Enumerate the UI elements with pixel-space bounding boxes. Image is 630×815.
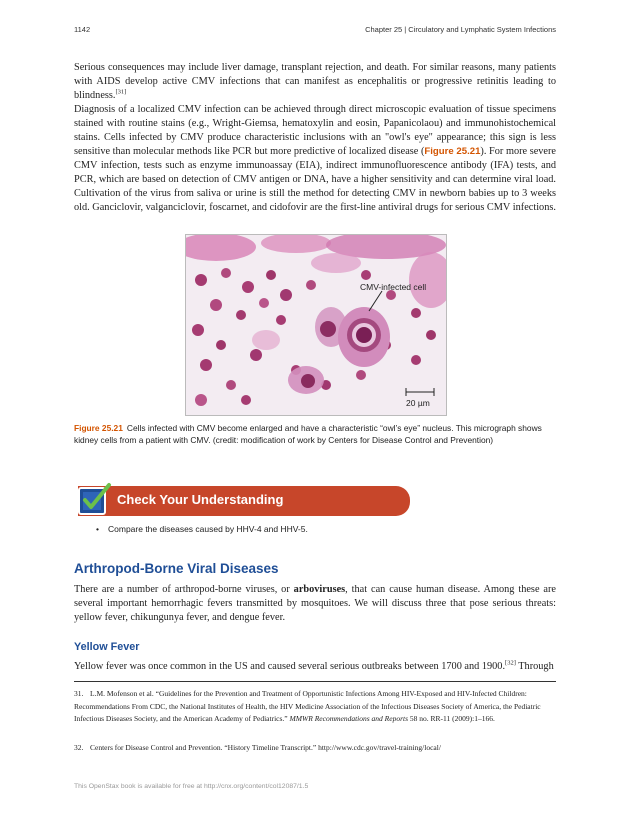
figure-link[interactable]: Figure 25.21 xyxy=(424,146,481,157)
paragraph-text: , that can cause human disease. Among these are several important hemorrhagic fevers transmitted by mosquitoes. We will discuss three that pose serious threats: yellow fever, chikungunya fever, and dengue fever. xyxy=(74,584,556,623)
caption-text: Cells infected with CMV become enlarged and have a characteristic “owl’s eye” nucleus. This micrograph shows kidney cells from a patient with CMV. (credit: modification of work by Centers for Disease Control and Prevention) xyxy=(74,423,542,445)
micrograph-svg xyxy=(186,235,446,415)
checkbox-check-icon xyxy=(77,482,113,518)
check-understanding-item xyxy=(96,524,308,534)
footnote-text: 58 no. RR-11 (2009):1–166. xyxy=(408,714,495,723)
footnote-31 xyxy=(74,688,556,726)
citation-31[interactable]: [31] xyxy=(115,88,127,96)
running-header: Chapter 25 | Circulatory and Lymphatic System Infections xyxy=(365,25,556,34)
figure-caption xyxy=(74,423,556,446)
footnote-text[interactable]: Centers for Disease Control and Prevention. “History Timeline Transcript.” http://www.cdc.gov/travel-training/local/ xyxy=(90,743,441,752)
paragraph-text: ). For more severe CMV infection, tests such as enzyme immunoassay (EIA), indirect immunofluorescence antibody (IFA) tests, and PCR, which are based on detection of CMV antigen or DNA, have a higher sensitivity and can determine viral load. Cultivation of the virus from saliva or urine is still the method for detecting CMV in newborn babies up to 3 weeks old. Ganciclovir, valganciclovir, foscarnet, and cidofovir are the first-line antiviral drugs for serious CMV infections. xyxy=(74,146,557,213)
footnote-32 xyxy=(74,742,556,755)
key-term[interactable]: arboviruses xyxy=(293,584,346,595)
footnote-number: 31. xyxy=(74,689,84,698)
footnote-divider xyxy=(74,681,556,682)
page-number: 1142 xyxy=(74,25,91,34)
figure-label: Figure 25.21 xyxy=(74,423,123,433)
subsection-heading: Yellow Fever xyxy=(74,641,140,653)
section-heading: Arthropod-Borne Viral Diseases xyxy=(74,561,279,576)
check-understanding-title: Check Your Understanding xyxy=(117,492,284,507)
citation-32[interactable]: [32] xyxy=(505,659,516,667)
paragraph-arboviruses xyxy=(74,583,556,625)
paragraph-text: There are a number of arthropod-borne viruses, or xyxy=(74,584,294,595)
paragraph-text: Through xyxy=(515,661,554,672)
page-footer: This OpenStax book is available for free at http://cnx.org/content/col12087/1.5 xyxy=(74,783,309,790)
paragraph-text: Serious consequences may include liver damage, transplant rejection, and death. For similar reasons, many patients with AIDS develop active CMV infections that can manifest as encephalitis or progressive retinitis leading to blindness. xyxy=(74,62,556,101)
paragraph-text: Yellow fever was once common in the US and caused several serious outbreaks between 1700 and 1900. xyxy=(74,661,506,672)
paragraph-cmv-consequences xyxy=(74,61,556,103)
micrograph-image xyxy=(185,234,447,416)
cmv-cell-annotation: CMV-infected cell xyxy=(360,282,427,292)
journal-title: MMWR Recommendations and Reports xyxy=(289,714,409,723)
bullet-text: Compare the diseases caused by HHV-4 and HHV-5. xyxy=(108,524,308,534)
paragraph-yellow-fever xyxy=(74,660,556,674)
paragraph-cmv-diagnosis xyxy=(74,103,556,215)
paragraph-text: Diagnosis of a localized CMV infection can be achieved through direct microscopic evaluation of tissue specimens stained with routine stains (e.g., Wright-Giemsa, hematoxylin and eosin, Papanicolaou) and immunohistochemical stains. Cells infected by CMV produce characteristic inclusions with an "owl's eye" appearance; this sign is less sensitive than molecular methods like PCR but more predictive of localized disease ( xyxy=(74,104,556,157)
footnote-text: L.M. Mofenson et al. “Guidelines for the Prevention and Treatment of Opportunistic Infections Among HIV-Exposed and HIV-Infected Children: Recommendations From CDC, the National Institutes of Health, the HIV Medicine Association of the Infectious Diseases Society of America, the Pediatric Infectious Diseases Society, and the American Academy of Pediatrics.” xyxy=(74,689,541,723)
scale-bar-label: 20 µm xyxy=(406,398,430,408)
bullet-dot: • xyxy=(96,524,99,534)
footnote-number: 32. xyxy=(74,743,84,752)
